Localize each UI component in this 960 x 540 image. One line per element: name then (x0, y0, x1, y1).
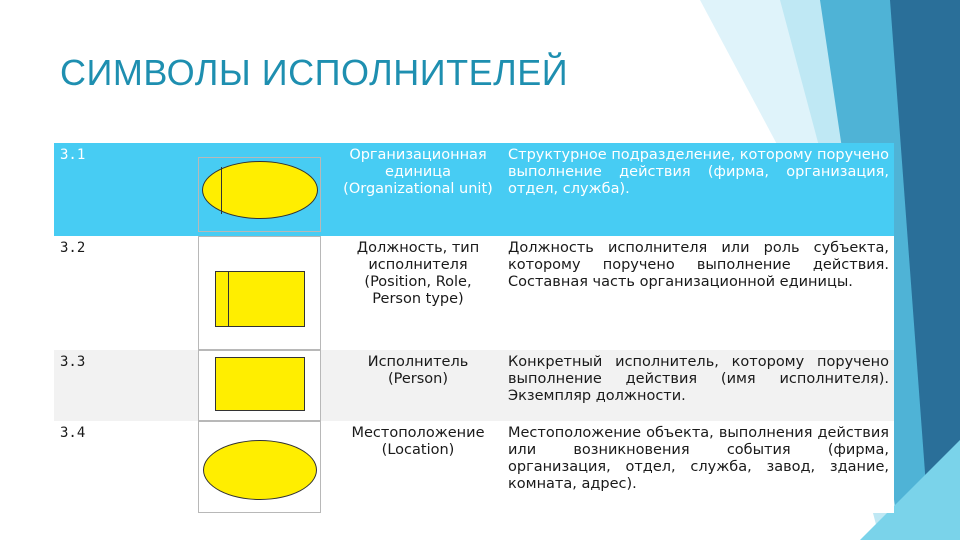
row-number: 3.3 (54, 350, 198, 421)
symbol-frame (198, 421, 321, 513)
row-number: 3.2 (54, 236, 198, 350)
page-title: СИМВОЛЫ ИСПОЛНИТЕЛЕЙ (60, 52, 569, 93)
symbol-description: Структурное подразделение, которому поручено выполнение действия (фирма, организация, отдел, служба). (503, 143, 894, 236)
symbols-table (54, 143, 894, 513)
symbol-frame (198, 157, 321, 232)
symbol-cell (198, 236, 333, 350)
symbol-description: Конкретный исполнитель, которому поручено выполнение действия (имя исполнителя). Экземпляр должности. (503, 350, 894, 421)
symbol-divider-line (221, 167, 222, 214)
symbol-cell (198, 350, 333, 421)
symbol-name: Организационная единица (Organizational unit) (333, 143, 503, 236)
table-row (54, 236, 894, 350)
table-row (54, 350, 894, 421)
person-symbol (215, 357, 305, 411)
symbol-frame (198, 236, 321, 350)
symbol-description: Местоположение объекта, выполнения действия или возникновения события (фирма, организация, отдел, служба, завод, здание, комната, адрес). (503, 421, 894, 513)
symbol-description: Должность исполнителя или роль субъекта, которому поручено выполнение действия. Составная часть организационной единицы. (503, 236, 894, 350)
table-row (54, 143, 894, 236)
table-row (54, 421, 894, 513)
symbol-cell (198, 421, 333, 513)
symbol-frame (198, 350, 321, 421)
organizational-unit-symbol (202, 161, 318, 219)
row-number: 3.1 (54, 143, 198, 236)
symbol-cell (198, 143, 333, 236)
row-number: 3.4 (54, 421, 198, 513)
location-symbol (203, 440, 317, 500)
symbol-name: Исполнитель (Person) (333, 350, 503, 421)
symbol-divider-line (228, 271, 229, 327)
symbol-name: Местоположение (Location) (333, 421, 503, 513)
symbol-name: Должность, тип исполнителя (Position, Role, Person type) (333, 236, 503, 350)
